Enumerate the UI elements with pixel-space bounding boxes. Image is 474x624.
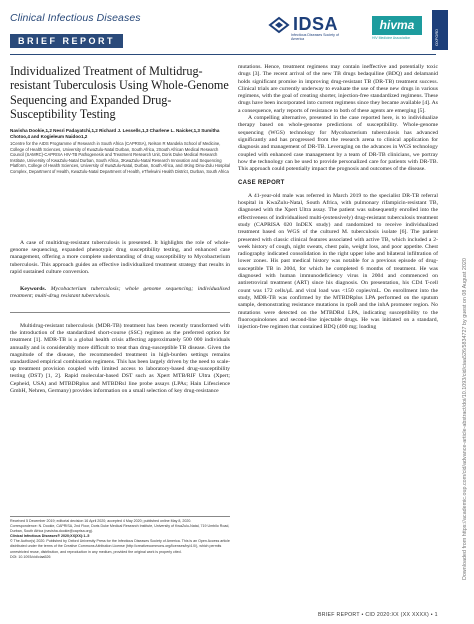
header-rule	[10, 54, 436, 55]
right-column	[238, 64, 438, 331]
author-list: Navisha Dookie,1,2 Nesri Padayatchi,1,2 Richard J. Lessells,1,3 Charlene L. Naicker,1,3 Sumitha Chotoo,4 and Kogieleum Naidoo1,2	[10, 128, 220, 139]
journal-name: Clinical Infectious Diseases	[10, 12, 141, 24]
idsa-tagline: Infectious Diseases Society of America	[291, 33, 339, 41]
keywords-label: Keywords.	[20, 286, 47, 292]
doi-link[interactable]: DOI: 10.1093/cid/ciaa526	[10, 554, 51, 559]
keywords-block	[10, 286, 230, 300]
section-heading-case-report: CASE REPORT	[238, 180, 285, 187]
affiliations: 1Centre for the AIDS Programme of Research in South Africa (CAPRISA), Nelson R Mandela School of Medicine, College of Health Sciences, University of KwaZulu-Natal Durban, South Africa, 2South African Medical Research Council (SAMRC)-CAPRISA HIV-TB Pathogenesis and Treatment Research Unit, Doris Duke Medical Research Institute, University of KwaZulu-Natal Durban, South Africa, 3KwaZulu-Natal Research Innovation and Sequencing Platform, College of Health Sciences, University of KwaZulu-Natal, Durban, South Africa, and 4King Dinu-Zulu Hospital Complex, Department of Health, KwaZulu-Natal Department of Health, eThekwini Health District, Durban, South Africa	[10, 141, 230, 174]
oxford-logo	[432, 10, 448, 50]
idsa-emblem-icon	[268, 16, 290, 34]
paragraph-mutations: mutations. Hence, treatment regimens may contain ineffective and potentially toxic drugs [3]. The recent arrival of the new TB drugs bedaquiline (BDQ) and delamanid holds significant promise in improving drug-resistant TB (DR-TB) treatment success. Clinical trials are currently underway to evaluate the use of these new drugs in various regimens, with the goal of creating shorter, injection-free standardized regimens. These drugs have been incorporated into current regimens since they became available [4]. As a consequence, early reports of resistance to both of these agents are emerging [5].	[238, 64, 438, 114]
download-note[interactable]: Downloaded from https://academic.oup.com/cid/advance-article-abstract/doi/10.1093/cid/ciaa526/5834727 by guest on 08 August 2020	[462, 258, 468, 580]
paragraph-alternative: A compelling alternative, presented in the case reported here, is to individualize therapy based on whole-genome predictions of susceptibility. Whole-genome sequencing (WGS) technology for Mycobacterium tuberculosis has advanced significantly and has progressed from the research arena to clinical application for diagnosis and management of DR-TB. Leveraging on the advances in WGS technology coupled with enhanced case management by a team of DR-TB clinicians, we portray how the technology can be used to provide personalized care for patients with DR-TB. This approach could potentially impact the prognosis and outcomes of the disease.	[238, 115, 438, 173]
idsa-logo	[268, 14, 338, 35]
intro-paragraph: Multidrug-resistant tuberculosis (MDR-TB) treatment has been recently transformed with the introduction of the standardized short-course (SSC) regimen as the preferred option for treatment [1]. MDR-TB is a global health crisis affecting approximately 500 000 individuals annually and is considerably more difficult to treat than drug-susceptible TB disease. Given the magnitude of the disease, the recommended treatment in high-burden settings remains standardized empirical combination regimens. This has been largely driven by the need to scale-up treatment provision coupled with limited access to laboratory-based drug-susceptibility testing (DST) [1, 2]. Rapid molecular-based DST such as Xpert MTB/RIF Ultra (Xpert; Cepheid, USA) and MTBDRplus and MTBDRsl line probe assays (LPAs; Hain Lifescience GmbH, Nehren, Germany) provides information on a small selection of key drug-resistance	[10, 323, 230, 394]
idsa-wordmark: IDSA	[293, 14, 339, 34]
oxford-wordmark: OXFORD	[434, 28, 439, 46]
footnotes	[10, 519, 230, 560]
correspondence: Correspondence: N. Dookie, CAPRISA, 2nd Floor, Doris Duke Medical Research Institute, University of KwaZulu-Natal, 719 Umbilo Road, Durban, South Africa (navisha.dookie@caprisa.org).	[10, 524, 230, 534]
abstract: A case of multidrug-resistant tuberculosis is presented. It highlights the role of whole-genome sequencing, expanded phenotypic drug susceptibility testing, and enhanced case management, offering a more complete understanding of drug susceptibility to Mycobacterium tuberculosis. This approach guides an effective individualized treatment strategy that results in rapid sustained culture conversion.	[10, 240, 230, 275]
copyright-notice: © The Author(s) 2020. Published by Oxford University Press for the Infectious Diseases Society of America. This is an Open Access article distributed under the terms of the Creative Commons Attribution License (http://creativecommons.org/licenses/by/4.0/), which permits unrestricted reuse, distribution, and reproduction in any medium, provided the original work is properly cited.	[10, 539, 230, 554]
paragraph-case-report: A 41-year-old male was referred in March 2019 to the specialist DR-TB referral hospital in KwaZulu-Natal, South Africa, with pulmonary rifampicin-resistant TB, diagnosed with the Xpert Ultra assay. The patient was subsequently enrolled into the effectiveness of individualised multi-(extensively) drug-resistant tuberculosis treatment study (CAPRISA 020 InDEX study) and randomized to receive individualized treatment based on WGS of the cultured M. tuberculosis isolate [6]. The patient presented with classic clinical features associated with active TB, which included a 2-week history of cough, night sweats, chest pain, weight loss, and poor appetite. Chest radiography indicated consolidation in the right upper lobe and bilateral infiltration of lower zones. His past medical history was notable for a previous episode of drug-susceptible TB in 2004, for which he completed 6 months of treatment. He was diagnosed with human immunodeficiency virus in 2004 and commenced on antiretroviral treatment (ART) since his diagnosis. On presentation, his CD4 T-cell count was 172 cells/μL and viral load was <150 copies/mL. On enrollment into the study, MDR-TB was confirmed by the MTBDRplus LPA performed on the sputum sample, demonstrating resistance mutations in rpoB and the inhA promoter region. No mutations were detected on the MTBDRsl LPA, indicating susceptibility to the fluoroquinolones and second-line injectable drugs. He was initiated on a standard, injection-free regimen that contained BDQ (400 mg; loading	[238, 192, 438, 331]
abstract-separator	[10, 312, 230, 313]
download-sidebar	[452, 140, 466, 580]
citation: Clinical Infectious Diseases® 2020;XX(XX):1–5	[10, 534, 90, 539]
article-title: Individualized Treatment of Multidrug-resistant Tuberculosis Using Whole-Genome Sequencing and Expanded Drug-Susceptibility Testing	[10, 64, 229, 122]
page-footer: BRIEF REPORT • CID 2020:XX (XX XXXX) • 1	[318, 612, 438, 618]
article-type-badge: BRIEF REPORT	[10, 34, 123, 48]
received-dates: Received 5 December 2019; editorial decision 16 April 2020; accepted 4 May 2020; published online May 8, 2020.	[10, 519, 192, 523]
hivma-tagline: HIV Medicine Association	[372, 36, 411, 40]
footnote-rule	[10, 516, 230, 517]
hivma-logo: hivma	[372, 16, 422, 35]
keywords-text: Mycobacterium tuberculosis; whole genome sequencing; individualised treatment; multi-drug resistant tuberculosis.	[10, 286, 231, 300]
